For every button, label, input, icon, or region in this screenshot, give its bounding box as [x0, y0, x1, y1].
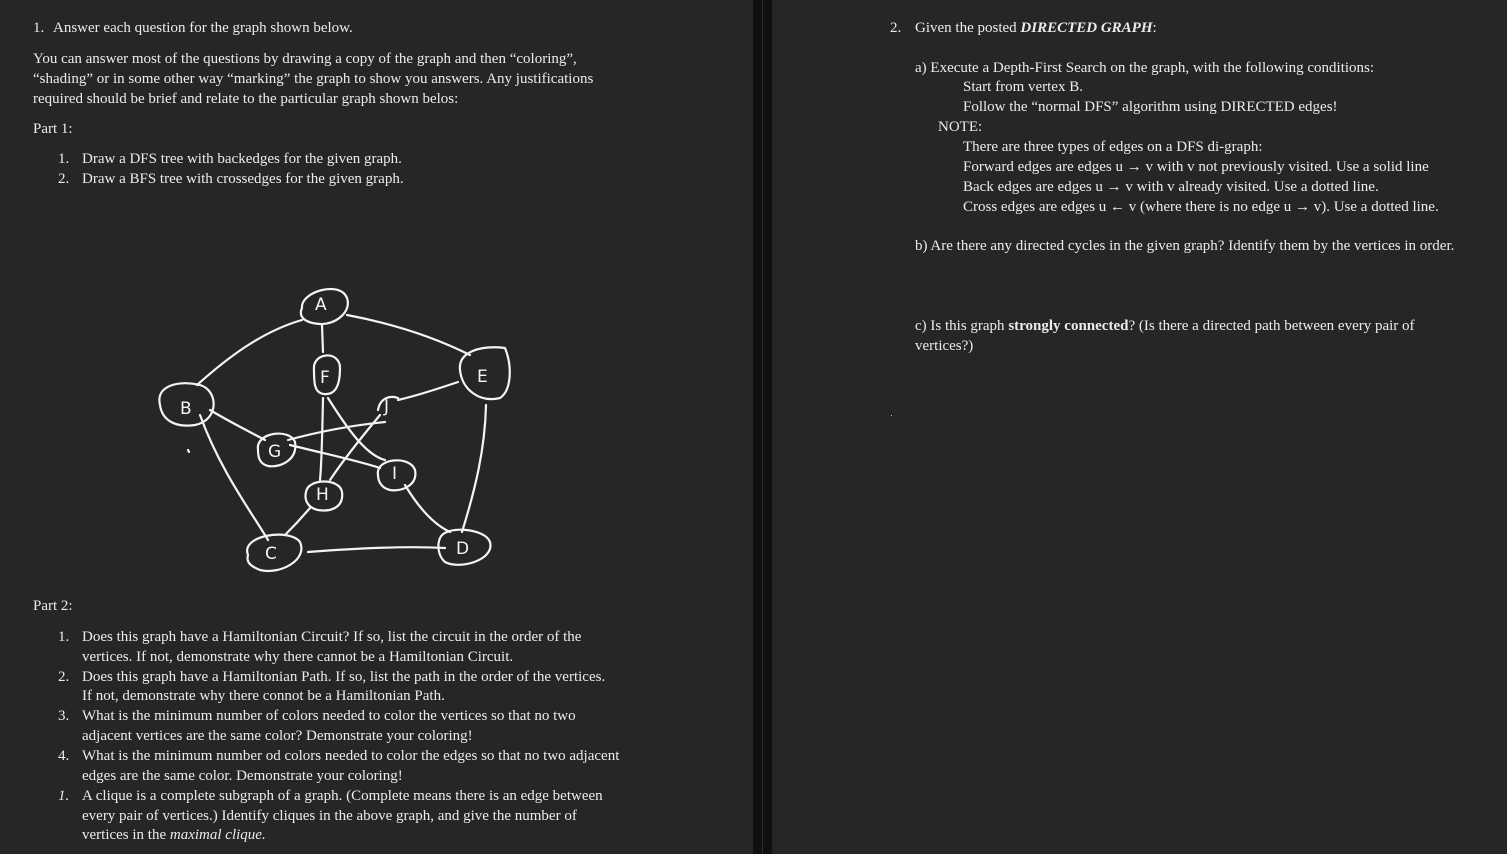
strongly-connected-term: strongly connected — [1008, 318, 1129, 334]
part2-item-line: adjacent vertices are the same color? Demonstrate your coloring! — [82, 728, 473, 744]
vertex-i-label: I — [392, 464, 398, 484]
graph-edge — [347, 315, 470, 355]
vertex-a-label: A — [315, 295, 327, 315]
part-c-line-1 — [915, 316, 1415, 336]
graph-edge — [405, 485, 450, 532]
part-a-follow: Follow the “normal DFS” algorithm using DIRECTED edges! — [963, 99, 1338, 115]
part1-item-number: 1. — [58, 151, 70, 167]
vertex-e-label: E — [477, 367, 488, 387]
vertex-f-label: F — [320, 368, 330, 388]
left-page — [0, 0, 753, 854]
part-c-line-2: vertices?) — [915, 338, 974, 354]
hand-drawn-graph — [140, 270, 520, 580]
part2-item-line: A clique is a complete subgraph of a graph. (Complete means there is an edge between — [82, 788, 603, 804]
graph-edge — [398, 382, 458, 400]
part2-item-number: 4. — [58, 748, 70, 764]
part2-item-last-line — [82, 825, 266, 845]
vertex-g-label: G — [268, 442, 282, 462]
graph-edge — [285, 508, 310, 535]
graph-edge — [200, 415, 268, 540]
part2-item-number: 1. — [58, 629, 70, 645]
part2-item-number: 1. — [58, 788, 70, 804]
part1-heading: Part 1: — [33, 121, 73, 137]
q1-title: Answer each question for the graph shown below. — [53, 20, 353, 36]
note-label: NOTE: — [938, 119, 983, 135]
q2-number: 2. — [890, 20, 902, 36]
graph-edge — [197, 320, 302, 385]
graph-edge — [462, 405, 486, 532]
part-a-start: Start from vertex B. — [963, 79, 1083, 95]
graph-edge — [210, 410, 265, 440]
note-line: Forward edges are edges u → v with v not previously visited. Use a solid line — [963, 159, 1429, 175]
part1-item-number: 2. — [58, 171, 70, 187]
vertex-b-label: B — [180, 399, 192, 419]
graph-edge — [320, 398, 323, 480]
stray-mark — [890, 414, 894, 418]
part-a-line: a) Execute a Depth-First Search on the graph, with the following conditions: — [915, 60, 1375, 76]
part2-item-last-prefix: vertices in the — [82, 827, 170, 843]
graph-edge — [288, 422, 385, 440]
vertex-c-label: C — [265, 544, 277, 564]
part-c-prefix: c) Is this graph — [915, 318, 1009, 334]
graph-edge — [308, 547, 445, 552]
q1-number: 1. — [33, 20, 45, 36]
part2-heading: Part 2: — [33, 598, 73, 614]
q2-prefix: Given the posted — [915, 20, 1021, 36]
part2-item-line: Does this graph have a Hamiltonian Path. If so, list the path in the order of the vertices. — [82, 669, 606, 685]
note-line: There are three types of edges on a DFS di-graph: — [963, 139, 1263, 155]
part2-item-line: What is the minimum number of colors needed to color the vertices so that no two — [82, 708, 576, 724]
right-page — [772, 0, 1507, 854]
part2-item-line: Does this graph have a Hamiltonian Circuit? If so, list the circuit in the order of the — [82, 629, 582, 645]
q2-directed-graph: DIRECTED GRAPH — [1020, 20, 1153, 36]
part1-item-text: Draw a BFS tree with crossedges for the given graph. — [82, 171, 404, 187]
part2-item-line: every pair of vertices.) Identify cliques in the above graph, and give the number of — [82, 808, 577, 824]
graph-edge — [322, 325, 323, 352]
vertex-d-label: D — [456, 539, 470, 559]
part2-item-line: edges are the same color. Demonstrate your coloring! — [82, 768, 403, 784]
vertex-h-label: H — [316, 485, 329, 505]
part-c-suffix: ? (Is there a directed path between every pair of — [1128, 318, 1415, 334]
part2-item-line: What is the minimum number od colors needed to color the edges so that no two adjacent — [82, 748, 620, 764]
note-line: Cross edges are edges u ← v (where there is no edge u → v). Use a dotted line. — [963, 199, 1439, 215]
part2-item-line: If not, demonstrate why there connot be a Hamiltonian Path. — [82, 688, 445, 704]
q2-suffix: : — [1152, 20, 1157, 36]
maximal-clique-emphasis: maximal clique. — [169, 827, 266, 843]
q2-title — [915, 18, 1157, 38]
part-b-line: b) Are there any directed cycles in the given graph? Identify them by the vertices in order. — [915, 238, 1455, 254]
intro-line-3: required should be brief and relate to the particular graph shown belos: — [33, 91, 459, 107]
part2-item-line: vertices. If not, demonstrate why there cannot be a Hamiltonian Circuit. — [82, 649, 514, 665]
intro-line-2: “shading” or in some other way “marking” the graph to show you answers. Any justifications — [33, 71, 594, 87]
page-divider — [762, 0, 763, 854]
graph-mark — [188, 450, 189, 452]
part1-item-text: Draw a DFS tree with backedges for the given graph. — [82, 151, 402, 167]
note-line: Back edges are edges u → v with v already visited. Use a dotted line. — [963, 179, 1379, 195]
part2-item-number: 2. — [58, 669, 70, 685]
part2-item-number: 3. — [58, 708, 70, 724]
intro-line-1: You can answer most of the questions by drawing a copy of the graph and then “coloring”, — [33, 51, 577, 67]
vertex-j-label: J — [384, 397, 390, 417]
